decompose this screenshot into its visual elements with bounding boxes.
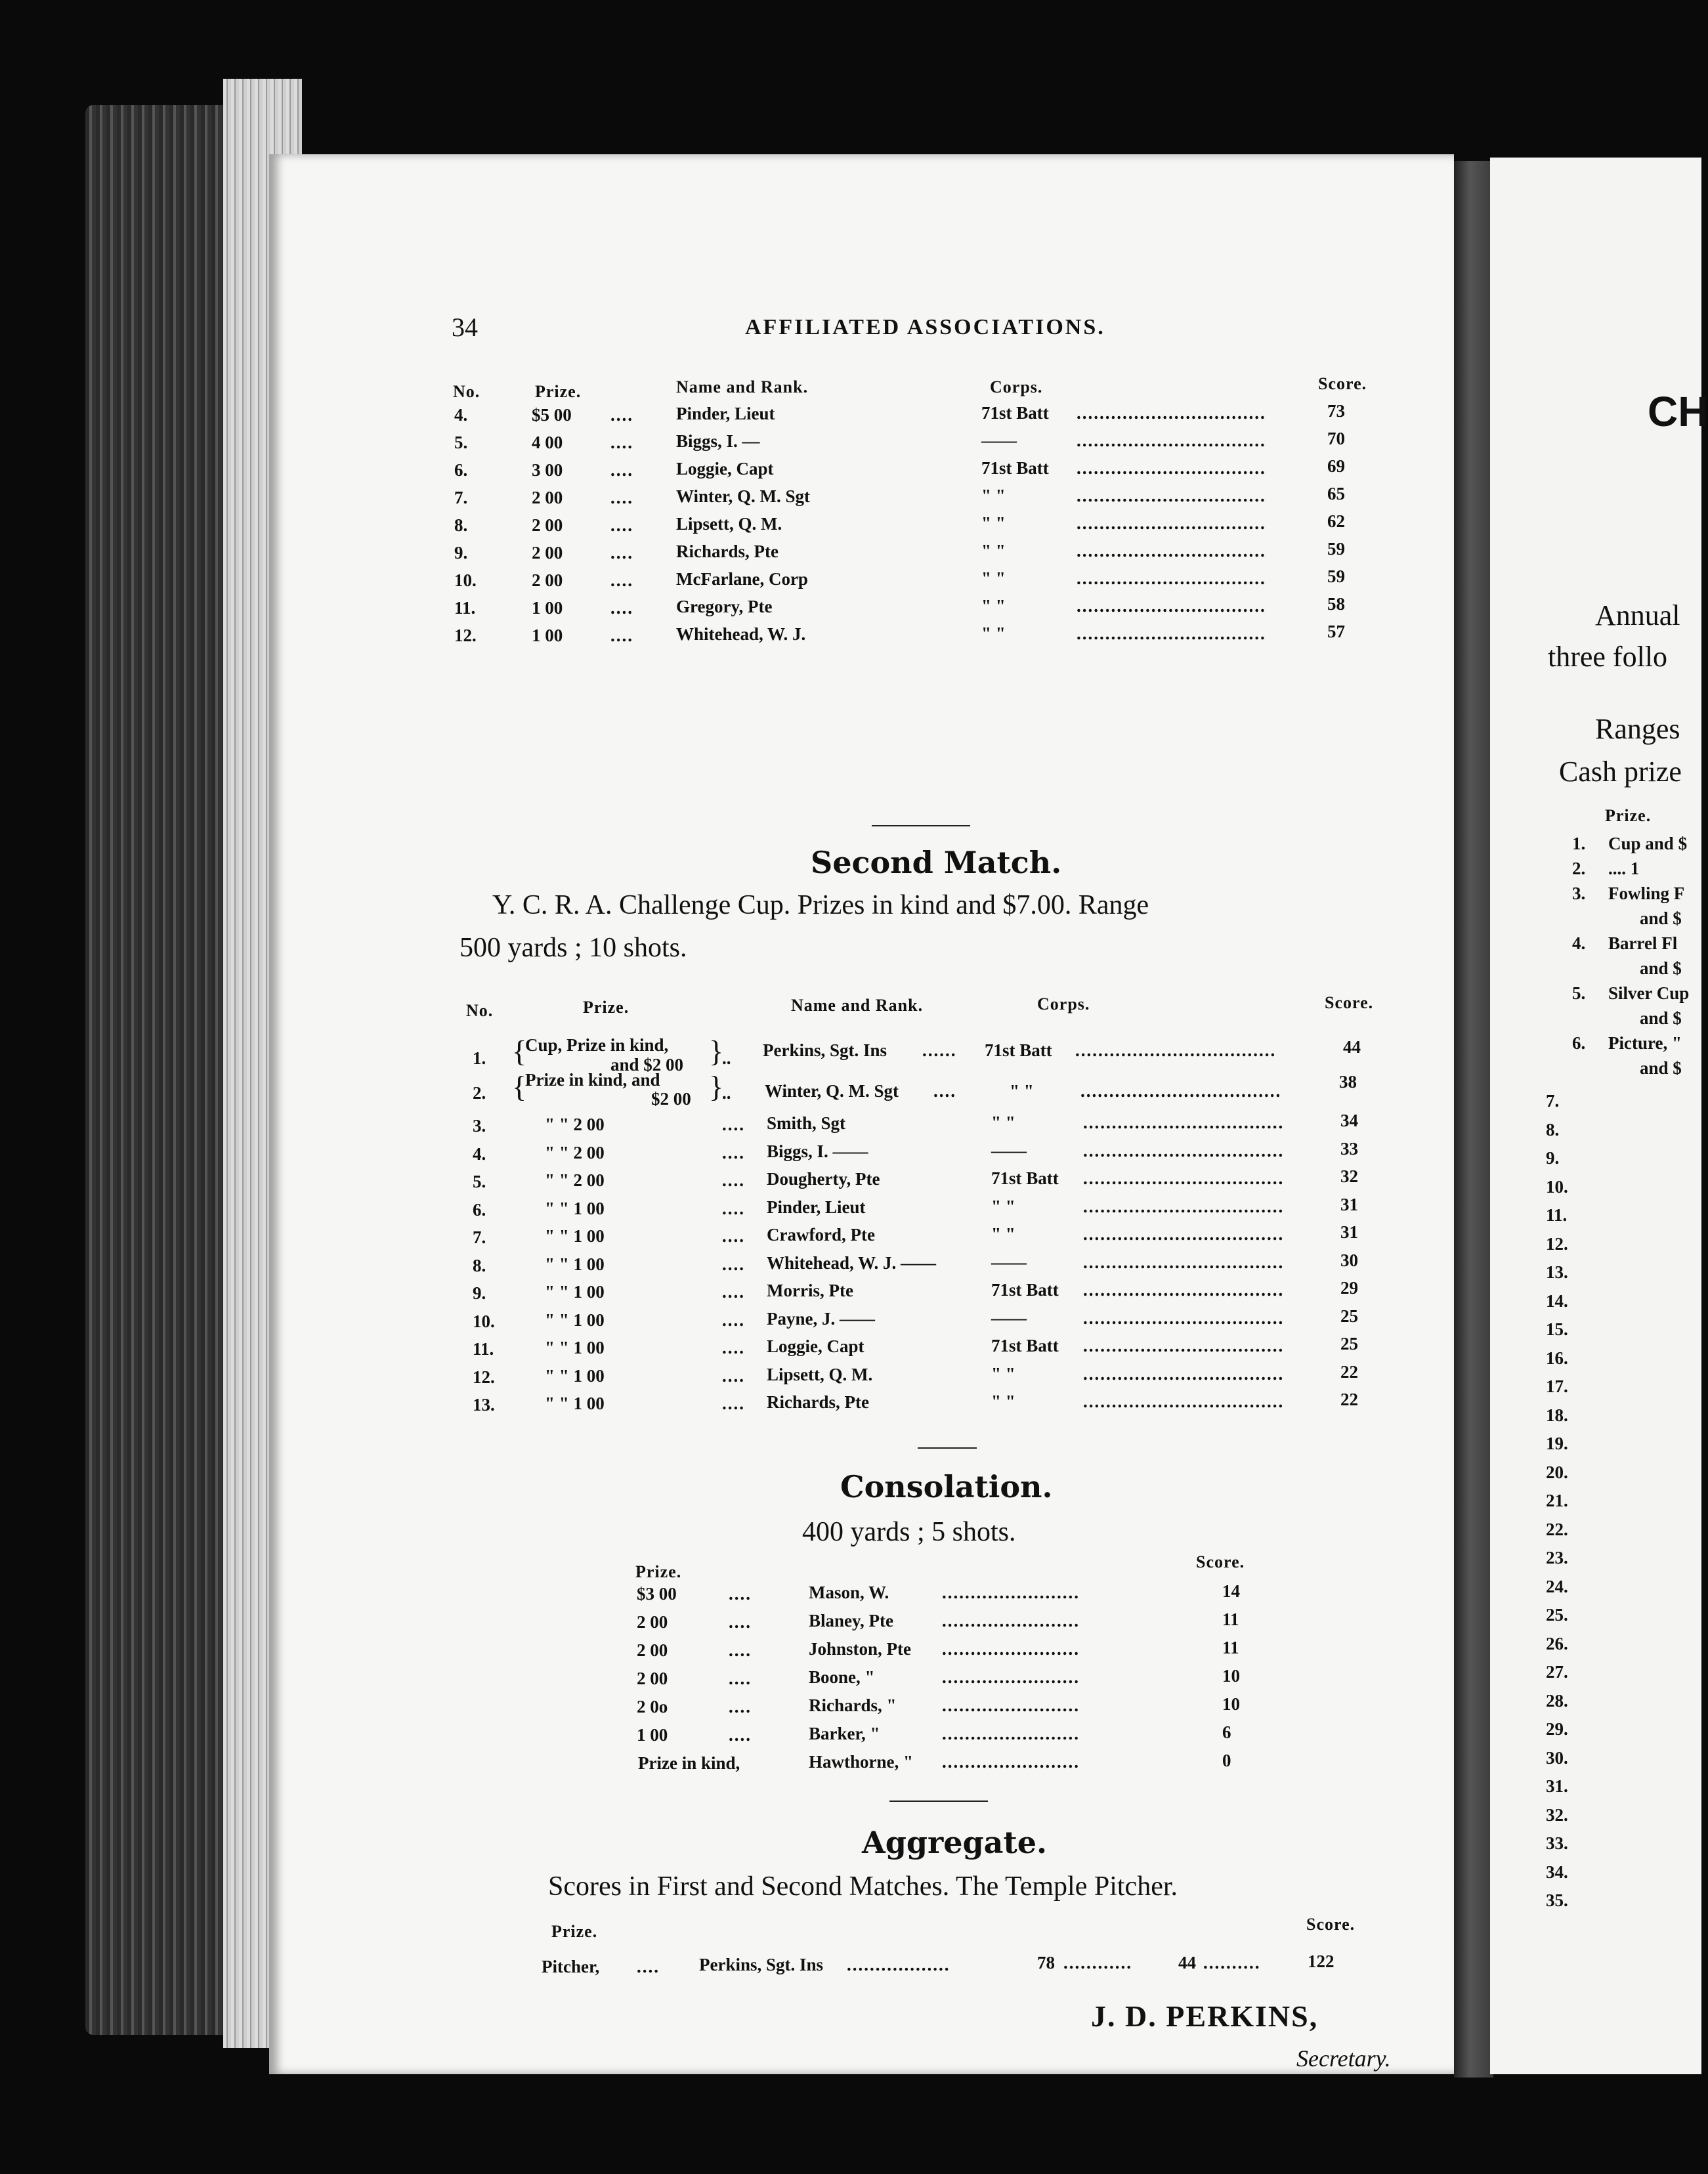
score: 29 bbox=[1340, 1278, 1358, 1298]
prize-line-b: $2 00 bbox=[651, 1089, 691, 1109]
entrant-name: Payne, J. —— bbox=[767, 1308, 875, 1329]
col-prize-header: Prize. bbox=[635, 1562, 682, 1581]
row-no: 30. bbox=[1546, 1747, 1568, 1768]
prize: " " 1 00 bbox=[545, 1226, 605, 1246]
item-no: 3. bbox=[1572, 884, 1586, 903]
score: 25 bbox=[1340, 1306, 1358, 1326]
leader: .... bbox=[722, 1198, 745, 1218]
score: 59 bbox=[1327, 566, 1345, 586]
row-no: 23. bbox=[1546, 1548, 1568, 1567]
row-no: 10. bbox=[1546, 1176, 1568, 1197]
score: 0 bbox=[1222, 1751, 1231, 1770]
score: 22 bbox=[1340, 1361, 1358, 1382]
score: 58 bbox=[1327, 594, 1345, 614]
row-no: 6. bbox=[473, 1199, 486, 1220]
score: 32 bbox=[1340, 1166, 1358, 1186]
leader: .... bbox=[729, 1697, 752, 1716]
leader: .................. bbox=[847, 1955, 950, 1974]
item-text: Silver Cup bbox=[1608, 983, 1690, 1003]
col-prize-header: Prize. bbox=[1605, 806, 1652, 825]
leader: .... bbox=[610, 543, 633, 563]
entrant-name: Mason, W. bbox=[809, 1583, 889, 1602]
leader: ........................ bbox=[942, 1583, 1080, 1602]
entrant-name: Biggs, I. — bbox=[676, 431, 760, 451]
prize: " " 1 00 bbox=[545, 1338, 605, 1357]
prize: " " 1 00 bbox=[545, 1254, 605, 1274]
score: 25 bbox=[1340, 1334, 1358, 1353]
leader: .... bbox=[610, 515, 633, 535]
leader: .. bbox=[722, 1083, 731, 1103]
leader: .... bbox=[610, 488, 633, 507]
row-no: 22. bbox=[1546, 1519, 1568, 1539]
prize: 2 00 bbox=[532, 543, 563, 563]
leader: .... bbox=[610, 460, 633, 480]
divider bbox=[889, 1801, 988, 1802]
leader: ................................... bbox=[1083, 1392, 1285, 1411]
row-no: 9. bbox=[454, 543, 468, 563]
leader: ................................. bbox=[1077, 541, 1266, 561]
corps: 71st Batt bbox=[981, 403, 1049, 423]
corps: " " bbox=[991, 1196, 1015, 1216]
row-no: 14. bbox=[1546, 1290, 1568, 1311]
prize: Prize in kind, bbox=[638, 1753, 740, 1773]
item-no: 6. bbox=[1572, 1033, 1586, 1053]
entrant-name: Boone, " bbox=[809, 1667, 875, 1687]
row-no: 8. bbox=[473, 1255, 486, 1275]
row-no: 35. bbox=[1546, 1890, 1568, 1910]
corps: " " bbox=[991, 1363, 1015, 1384]
score: 70 bbox=[1327, 429, 1345, 448]
score: 6 bbox=[1222, 1722, 1231, 1742]
aggregate-subtitle: Scores in First and Second Matches. The Temple Pitcher. bbox=[548, 1871, 1178, 1902]
score: 22 bbox=[1340, 1390, 1358, 1409]
corps: 71st Batt bbox=[981, 458, 1049, 478]
signature-name: J. D. PERKINS, bbox=[1091, 1999, 1319, 2033]
leader: .... bbox=[722, 1394, 745, 1413]
prize: 3 00 bbox=[532, 460, 563, 480]
next-page-text: Annual bbox=[1595, 599, 1680, 631]
entrant-name: Pinder, Lieut bbox=[767, 1197, 866, 1217]
leader: .... bbox=[722, 1254, 745, 1274]
first-match-score: 78 bbox=[1037, 1953, 1055, 1972]
row-no: 25. bbox=[1546, 1605, 1568, 1625]
row-no: 10. bbox=[473, 1311, 495, 1331]
entrant-name: Crawford, Pte bbox=[767, 1225, 875, 1245]
leader: ...... bbox=[922, 1040, 957, 1060]
item-no: 1. bbox=[1572, 834, 1586, 853]
score: 30 bbox=[1340, 1250, 1358, 1270]
second-match-desc-1: Y. C. R. A. Challenge Cup. Prizes in kind and $7.00. Range bbox=[492, 890, 1149, 920]
prize: 1 00 bbox=[532, 626, 563, 645]
leader: .... bbox=[933, 1081, 956, 1101]
row-no: 8. bbox=[1546, 1119, 1560, 1140]
entrant-name: Whitehead, W. J. —— bbox=[767, 1252, 937, 1273]
score: 11 bbox=[1222, 1609, 1239, 1629]
leader: .... bbox=[722, 1310, 745, 1330]
item-no: 4. bbox=[1572, 933, 1586, 953]
leader: ........................ bbox=[942, 1667, 1080, 1687]
score: 31 bbox=[1340, 1194, 1358, 1214]
leader: .... bbox=[729, 1725, 752, 1745]
corps: " " bbox=[991, 1113, 1015, 1132]
prize: 4 00 bbox=[532, 433, 563, 452]
row-no: 28. bbox=[1546, 1690, 1568, 1711]
score: 31 bbox=[1340, 1222, 1358, 1242]
corps: " " bbox=[991, 1224, 1015, 1244]
leader: ................................... bbox=[1083, 1196, 1285, 1216]
leader: .... bbox=[610, 626, 633, 645]
divider bbox=[918, 1447, 977, 1449]
prize: 2 00 bbox=[637, 1612, 668, 1632]
leader: .... bbox=[722, 1115, 745, 1134]
score: 73 bbox=[1327, 401, 1345, 421]
leader: ................................... bbox=[1083, 1308, 1285, 1328]
row-no: 8. bbox=[454, 515, 468, 535]
next-page-fragment bbox=[1490, 158, 1708, 2074]
row-no: 12. bbox=[473, 1367, 495, 1387]
consolation-title: Consolation. bbox=[840, 1469, 1053, 1504]
second-match-title: Second Match. bbox=[811, 845, 1062, 880]
leader: ................................. bbox=[1077, 596, 1266, 616]
row-no: 13. bbox=[473, 1395, 495, 1415]
book-gutter bbox=[1454, 161, 1493, 2078]
prize: 2 00 bbox=[532, 515, 563, 535]
entrant-name: Winter, Q. M. Sgt bbox=[765, 1081, 899, 1101]
leader: ........................ bbox=[942, 1724, 1080, 1743]
score: 10 bbox=[1222, 1666, 1240, 1686]
row-no: 21. bbox=[1546, 1491, 1568, 1510]
leader: ........................ bbox=[942, 1611, 1080, 1630]
item-text: Barrel Fl bbox=[1608, 933, 1678, 953]
row-no: 9. bbox=[1546, 1148, 1560, 1168]
prize: " " 2 00 bbox=[545, 1142, 605, 1162]
leader: ................................... bbox=[1083, 1140, 1285, 1161]
leader: ................................. bbox=[1077, 403, 1266, 423]
score: 34 bbox=[1340, 1111, 1358, 1130]
leader: ................................. bbox=[1077, 513, 1266, 533]
item-text: Cup and $ bbox=[1608, 834, 1688, 853]
score: 62 bbox=[1327, 511, 1345, 531]
leader: ................................. bbox=[1077, 568, 1266, 588]
col-corps-header: Corps. bbox=[990, 377, 1043, 396]
corps: " " bbox=[981, 624, 1006, 643]
entrant-name: Dougherty, Pte bbox=[767, 1169, 880, 1189]
leader: ........................ bbox=[942, 1695, 1080, 1715]
col-score-header: Score. bbox=[1325, 993, 1374, 1012]
row-no: 6. bbox=[454, 460, 468, 480]
corps: —— bbox=[981, 431, 1017, 450]
leader: .... bbox=[610, 405, 633, 425]
corps: " " bbox=[981, 541, 1006, 561]
row-no: 12. bbox=[1546, 1233, 1568, 1254]
leader: .... bbox=[637, 1957, 660, 1976]
row-no: 3. bbox=[473, 1116, 486, 1136]
row-no: 10. bbox=[454, 570, 477, 590]
corps: 71st Batt bbox=[991, 1280, 1059, 1300]
row-no: 33. bbox=[1546, 1833, 1568, 1853]
leader: ............ bbox=[1063, 1953, 1132, 1972]
leader: ................................... bbox=[1083, 1113, 1285, 1132]
prize: 2 00 bbox=[532, 488, 563, 507]
row-no: 34. bbox=[1546, 1862, 1568, 1882]
row-no: 31. bbox=[1546, 1776, 1568, 1796]
entrant-name: Loggie, Capt bbox=[767, 1336, 865, 1356]
prize: 2 00 bbox=[637, 1669, 668, 1688]
col-name-header: Name and Rank. bbox=[676, 377, 809, 396]
brace-left: { bbox=[512, 1034, 527, 1068]
row-no: 7. bbox=[473, 1227, 486, 1247]
leader: .... bbox=[729, 1612, 752, 1632]
leader: .... bbox=[610, 433, 633, 452]
row-no: 7. bbox=[454, 488, 468, 507]
next-page-text: three follo bbox=[1548, 641, 1668, 673]
prize: " " 1 00 bbox=[545, 1365, 605, 1386]
corps: " " bbox=[1010, 1081, 1034, 1101]
score: 10 bbox=[1222, 1694, 1240, 1714]
entrant-name: Hawthorne, " bbox=[809, 1752, 913, 1772]
col-no-header: No. bbox=[466, 1001, 494, 1020]
row-no: 16. bbox=[1546, 1348, 1568, 1368]
leader: ................................. bbox=[1077, 431, 1266, 450]
leader: ................................. bbox=[1077, 458, 1266, 478]
row-no: 13. bbox=[1546, 1262, 1568, 1282]
col-no-header: No. bbox=[453, 382, 480, 401]
leader: .... bbox=[610, 570, 633, 590]
row-no: 1. bbox=[473, 1048, 486, 1068]
leader: .... bbox=[722, 1226, 745, 1246]
row-no: 17. bbox=[1546, 1376, 1568, 1396]
entrant-name: McFarlane, Corp bbox=[676, 569, 808, 589]
leader: ................................... bbox=[1080, 1081, 1282, 1101]
consolation-subtitle: 400 yards ; 5 shots. bbox=[802, 1517, 1016, 1547]
entrant-name: Smith, Sgt bbox=[767, 1113, 846, 1133]
prize: " " 2 00 bbox=[545, 1170, 605, 1190]
entrant-name: Loggie, Capt bbox=[676, 459, 774, 479]
aggregate-title: Aggregate. bbox=[862, 1825, 1048, 1860]
score: 44 bbox=[1343, 1037, 1361, 1057]
corps: " " bbox=[981, 486, 1006, 505]
leader: .... bbox=[722, 1282, 745, 1302]
row-no: 4. bbox=[473, 1143, 486, 1164]
leader: .... bbox=[610, 598, 633, 618]
col-score-header: Score. bbox=[1318, 374, 1367, 393]
entrant-name: Biggs, I. —— bbox=[767, 1141, 868, 1161]
item-text: .... 1 bbox=[1608, 859, 1640, 878]
prize: 1 00 bbox=[637, 1725, 668, 1745]
prize: $5 00 bbox=[532, 405, 572, 425]
row-no: 29. bbox=[1546, 1719, 1568, 1739]
next-page-text: Cash prize bbox=[1559, 756, 1682, 788]
running-header: AFFILIATED ASSOCIATIONS. bbox=[745, 315, 1105, 339]
prize: 2 0o bbox=[637, 1697, 668, 1716]
score: 69 bbox=[1327, 456, 1345, 476]
col-prize-header: Prize. bbox=[535, 382, 582, 401]
entrant-name: Perkins, Sgt. Ins bbox=[699, 1955, 824, 1974]
row-no: 4. bbox=[454, 405, 468, 425]
entrant-name: Richards, Pte bbox=[767, 1392, 869, 1412]
second-match-desc-2: 500 yards ; 10 shots. bbox=[459, 933, 687, 963]
row-no: 11. bbox=[1546, 1205, 1568, 1225]
row-no: 20. bbox=[1546, 1462, 1568, 1482]
item-text: and $ bbox=[1640, 958, 1682, 978]
score: 57 bbox=[1327, 622, 1345, 641]
prize-line-a: Prize in kind, and bbox=[525, 1070, 660, 1090]
entrant-name: Blaney, Pte bbox=[809, 1611, 893, 1630]
score: 33 bbox=[1340, 1138, 1358, 1159]
score: 65 bbox=[1327, 484, 1345, 503]
leader: .... bbox=[729, 1640, 752, 1660]
row-no: 24. bbox=[1546, 1576, 1568, 1596]
item-text: Picture, " bbox=[1608, 1033, 1682, 1053]
entrant-name: Richards, Pte bbox=[676, 542, 779, 561]
col-score-header: Score. bbox=[1306, 1915, 1356, 1934]
signature-title: Secretary. bbox=[1296, 2045, 1391, 2072]
col-prize-header: Prize. bbox=[583, 998, 630, 1017]
prize: 2 00 bbox=[637, 1640, 668, 1660]
leader: .. bbox=[722, 1048, 731, 1068]
leader: .... bbox=[729, 1669, 752, 1688]
score: 11 bbox=[1222, 1638, 1239, 1657]
row-no: 2. bbox=[473, 1083, 486, 1103]
col-score-header: Score. bbox=[1196, 1552, 1245, 1571]
row-no: 27. bbox=[1546, 1662, 1568, 1682]
item-text: and $ bbox=[1640, 1008, 1682, 1028]
entrant-name: Pinder, Lieut bbox=[676, 404, 775, 423]
row-no: 12. bbox=[454, 626, 477, 645]
corps: —— bbox=[991, 1308, 1027, 1328]
leader: ................................... bbox=[1083, 1224, 1285, 1244]
prize: " " 2 00 bbox=[545, 1115, 605, 1134]
entrant-name: Gregory, Pte bbox=[676, 597, 773, 616]
col-prize-header: Prize. bbox=[551, 1922, 598, 1941]
item-text: Fowling F bbox=[1608, 884, 1685, 903]
corps: " " bbox=[981, 596, 1006, 616]
prize: 2 00 bbox=[532, 570, 563, 590]
second-match-score: 44 bbox=[1178, 1953, 1196, 1972]
row-no: 11. bbox=[473, 1339, 494, 1359]
leader: ................................. bbox=[1077, 486, 1266, 505]
row-no: 19. bbox=[1546, 1434, 1568, 1453]
brace-right: } bbox=[709, 1034, 724, 1068]
leader: ................................... bbox=[1083, 1252, 1285, 1272]
leader: ................................... bbox=[1083, 1336, 1285, 1355]
row-no: 7. bbox=[1546, 1091, 1560, 1111]
row-no: 5. bbox=[473, 1172, 486, 1191]
corps: —— bbox=[991, 1252, 1027, 1272]
col-name-header: Name and Rank. bbox=[791, 996, 924, 1015]
leader: ................................... bbox=[1075, 1040, 1277, 1060]
entrant-name: Richards, " bbox=[809, 1695, 897, 1715]
brace-right: } bbox=[709, 1070, 724, 1103]
entrant-name: Barker, " bbox=[809, 1724, 880, 1743]
prize: " " 1 00 bbox=[545, 1198, 605, 1218]
row-no: 9. bbox=[473, 1283, 486, 1303]
leader: .... bbox=[722, 1365, 745, 1386]
prize-line-b: and $2 00 bbox=[610, 1055, 684, 1075]
entrant-name: Lipsett, Q. M. bbox=[767, 1364, 873, 1384]
corps: " " bbox=[991, 1392, 1015, 1411]
prize: " " 1 00 bbox=[545, 1394, 605, 1413]
leader: .... bbox=[722, 1170, 745, 1190]
corps: 71st Batt bbox=[991, 1168, 1059, 1188]
next-page-text: Ranges bbox=[1595, 713, 1680, 745]
leader: ................................... bbox=[1083, 1168, 1285, 1188]
prize: Pitcher, bbox=[542, 1957, 600, 1976]
entrant-name: Winter, Q. M. Sgt bbox=[676, 486, 811, 506]
prize: $3 00 bbox=[637, 1584, 677, 1604]
leader: .... bbox=[722, 1338, 745, 1357]
prize-line-a: Cup, Prize in kind, bbox=[525, 1035, 669, 1055]
entrant-name: Whitehead, W. J. bbox=[676, 624, 806, 644]
score: 14 bbox=[1222, 1581, 1240, 1601]
entrant-name: Johnston, Pte bbox=[809, 1639, 912, 1659]
corps: —— bbox=[991, 1140, 1027, 1161]
leader: ........................ bbox=[942, 1639, 1080, 1659]
row-no: 26. bbox=[1546, 1633, 1568, 1653]
leader: ................................. bbox=[1077, 624, 1266, 643]
brace-left: { bbox=[512, 1070, 527, 1103]
leader: ................................... bbox=[1083, 1363, 1285, 1384]
score: 38 bbox=[1339, 1072, 1357, 1092]
leader: ................................... bbox=[1083, 1280, 1285, 1300]
next-page-heading: CH bbox=[1648, 388, 1708, 435]
row-no: 11. bbox=[454, 598, 476, 618]
page-number: 34 bbox=[452, 312, 478, 342]
prize: " " 1 00 bbox=[545, 1310, 605, 1330]
leader: .... bbox=[722, 1142, 745, 1162]
score: 59 bbox=[1327, 539, 1345, 559]
item-no: 2. bbox=[1572, 859, 1586, 878]
prize: " " 1 00 bbox=[545, 1282, 605, 1302]
entrant-name: Morris, Pte bbox=[767, 1281, 853, 1300]
leader: .......... bbox=[1203, 1953, 1261, 1972]
prize: 1 00 bbox=[532, 598, 563, 618]
item-no: 5. bbox=[1572, 983, 1586, 1003]
leader: ........................ bbox=[942, 1752, 1080, 1772]
row-no: 18. bbox=[1546, 1405, 1568, 1425]
corps: 71st Batt bbox=[985, 1040, 1052, 1060]
entrant-name: Perkins, Sgt. Ins bbox=[763, 1040, 887, 1060]
col-corps-header: Corps. bbox=[1037, 994, 1090, 1013]
divider bbox=[872, 825, 970, 826]
corps: " " bbox=[981, 568, 1006, 588]
row-no: 32. bbox=[1546, 1804, 1568, 1825]
item-text: and $ bbox=[1640, 1058, 1682, 1078]
row-no: 5. bbox=[454, 433, 468, 452]
corps: " " bbox=[981, 513, 1006, 533]
corps: 71st Batt bbox=[991, 1336, 1059, 1355]
entrant-name: Lipsett, Q. M. bbox=[676, 514, 782, 534]
total-score: 122 bbox=[1308, 1951, 1334, 1971]
book-page bbox=[269, 154, 1454, 2074]
item-text: and $ bbox=[1640, 908, 1682, 928]
leader: .... bbox=[729, 1584, 752, 1604]
row-no: 15. bbox=[1546, 1319, 1568, 1339]
